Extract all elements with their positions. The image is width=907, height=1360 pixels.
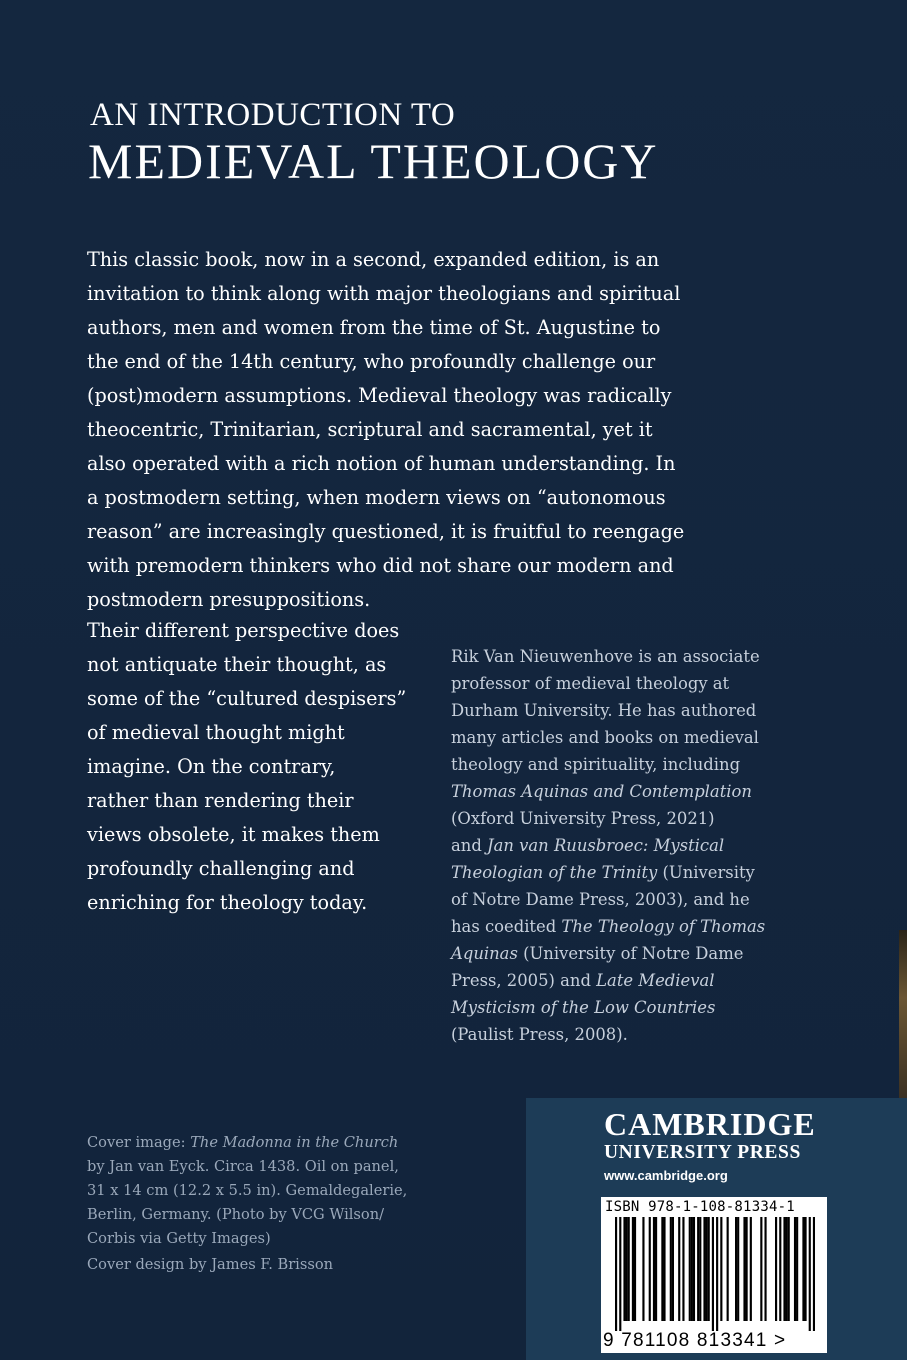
barcode-bar — [682, 1217, 684, 1321]
bio-line: many articles and books on medieval — [451, 728, 759, 747]
bio-line: (Oxford University Press, 2021) — [451, 809, 715, 828]
barcode-bar — [804, 1217, 806, 1321]
barcode-bar — [703, 1217, 705, 1321]
bio-text: Press, 2005) and — [451, 971, 597, 990]
description-line: postmodern presuppositions. — [87, 588, 371, 611]
barcode-bar — [716, 1217, 718, 1331]
barcode-bar — [672, 1217, 674, 1321]
description-line: rather than rendering their — [87, 789, 354, 812]
bio-line — [451, 859, 791, 886]
description-line: theocentric, Trinitarian, scriptural and sacramental, yet it — [87, 418, 653, 441]
author-bio — [451, 643, 791, 1048]
barcode-bar — [746, 1217, 748, 1321]
description-line: views obsolete, it makes them — [87, 823, 380, 846]
barcode-bar — [764, 1217, 766, 1321]
description-line: This classic book, now in a second, expanded edition, is an — [87, 248, 660, 271]
description-line: authors, men and women from the time of St. Augustine to — [87, 316, 661, 339]
bio-line: professor of medieval theology at — [451, 674, 730, 693]
book-title-italic: Aquinas — [451, 944, 518, 963]
bio-line — [451, 940, 791, 967]
bio-line: theology and spirituality, including — [451, 755, 741, 774]
description-line: not antiquate their thought, as — [87, 653, 387, 676]
barcode-bar — [619, 1217, 621, 1331]
bio-line: of Notre Dame Press, 2003), and he — [451, 890, 750, 909]
barcode-bar — [634, 1217, 636, 1321]
barcode-bar — [743, 1217, 745, 1321]
barcode-bar — [706, 1217, 708, 1321]
isbn-label: ISBN 978-1-108-81334-1 — [605, 1199, 795, 1215]
barcode-bar — [615, 1217, 617, 1331]
barcode-bar — [708, 1217, 710, 1321]
credit-line — [87, 1131, 507, 1155]
barcode-bar — [691, 1217, 693, 1321]
book-title-italic: Late Medieval — [596, 971, 715, 990]
barcode-bar — [794, 1217, 796, 1321]
barcode-bar — [712, 1217, 714, 1331]
cover-design-credit: Cover design by James F. Brisson — [87, 1256, 334, 1273]
barcode-bar — [737, 1217, 739, 1321]
bio-line — [451, 778, 791, 805]
credit-line: by Jan van Eyck. Circa 1438. Oil on panel, — [87, 1158, 399, 1175]
bio-line: Rik Van Nieuwenhove is an associate — [451, 647, 760, 666]
barcode — [601, 1197, 827, 1353]
title-line-1: AN INTRODUCTION TO — [90, 97, 456, 133]
credit-line: Berlin, Germany. (Photo by VCG Wilson/ — [87, 1206, 385, 1223]
description-line: a postmodern setting, when modern views on “autonomous — [87, 486, 666, 509]
description-line: also operated with a rich notion of human understanding. In — [87, 452, 676, 475]
publisher-logo-name: CAMBRIDGE — [604, 1106, 816, 1142]
barcode-bar — [783, 1217, 785, 1321]
barcode-bar — [796, 1217, 798, 1321]
description-line: reason” are increasingly questioned, it is fruitful to reengage — [87, 520, 685, 543]
credit-line: Corbis via Getty Images) — [87, 1230, 271, 1247]
barcode-bar — [678, 1217, 680, 1321]
barcode-bar — [661, 1217, 663, 1321]
bio-text: (University of Notre Dame — [517, 944, 744, 963]
bio-line — [451, 967, 791, 994]
barcode-bar — [760, 1217, 762, 1321]
barcode-bar — [786, 1217, 788, 1321]
barcode-bar — [623, 1217, 625, 1321]
barcode-bar — [653, 1217, 655, 1321]
description-line: profoundly challenging and — [87, 857, 355, 880]
barcode-bar — [693, 1217, 695, 1321]
bio-line — [451, 913, 791, 940]
bio-text: has coedited — [451, 917, 562, 936]
book-title-italic: Thomas Aquinas and Contemplation — [451, 782, 752, 801]
credit-text: Cover image: — [87, 1134, 191, 1151]
barcode-bar — [655, 1217, 657, 1321]
description — [87, 243, 697, 617]
description-line: some of the “cultured despisers” — [87, 687, 407, 710]
barcode-bar — [750, 1217, 752, 1321]
bio-line: (Paulist Press, 2008). — [451, 1025, 628, 1044]
barcode-bar — [720, 1217, 722, 1321]
barcode-bar — [779, 1217, 781, 1321]
barcode-bar — [809, 1217, 811, 1331]
barcode-bar — [699, 1217, 701, 1321]
bio-line — [451, 994, 791, 1021]
barcode-bar — [689, 1217, 691, 1321]
book-title-italic: Theologian of the Trinity — [451, 863, 658, 882]
barcode-bar — [642, 1217, 644, 1321]
description-continuation — [87, 614, 427, 920]
barcode-bar — [697, 1217, 699, 1321]
painting-edge-strip — [899, 930, 907, 1100]
description-line: enriching for theology today. — [87, 891, 368, 914]
book-title-italic: The Theology of Thomas — [561, 917, 766, 936]
description-line: the end of the 14th century, who profoundly challenge our — [87, 350, 656, 373]
bio-line — [451, 832, 791, 859]
cover-credits — [87, 1131, 507, 1251]
description-line: with premodern thinkers who did not share our modern and — [87, 554, 674, 577]
bio-line: Durham University. He has authored — [451, 701, 757, 720]
description-line: imagine. On the contrary, — [87, 755, 336, 778]
credit-line: 31 x 14 cm (12.2 x 5.5 in). Gemaldegalerie, — [87, 1182, 408, 1199]
barcode-bar — [727, 1217, 729, 1321]
barcode-bar — [735, 1217, 737, 1321]
book-title-italic: Mysticism of the Low Countries — [451, 998, 716, 1017]
barcode-bar — [670, 1217, 672, 1321]
bio-text: and — [451, 836, 488, 855]
publisher-logo-subtitle: UNIVERSITY PRESS — [604, 1142, 801, 1163]
barcode-bar — [626, 1217, 628, 1321]
book-title: MEDIEVAL THEOLOGY — [88, 133, 659, 189]
publisher-panel — [526, 1098, 907, 1360]
bio-text: (University — [657, 863, 755, 882]
description-line: invitation to think along with major theologians and spiritual — [87, 282, 681, 305]
publisher-url: www.cambridge.org — [604, 1168, 728, 1183]
barcode-bar — [663, 1217, 665, 1321]
barcode-bar — [802, 1217, 804, 1321]
barcode-bar — [775, 1217, 777, 1321]
description-line: (post)modern assumptions. Medieval theology was radically — [87, 384, 672, 407]
description-line: of medieval thought might — [87, 721, 345, 744]
barcode-digits: 9 781108 813341 > — [603, 1330, 787, 1351]
description-line: Their different perspective does — [87, 619, 400, 642]
artwork-title: The Madonna in the Church — [190, 1134, 399, 1151]
book-title-italic: Jan van Ruusbroec: Mystical — [487, 836, 725, 855]
barcode-bar — [649, 1217, 651, 1321]
barcode-bar — [813, 1217, 815, 1331]
barcode-bar — [788, 1217, 790, 1321]
barcode-bar — [632, 1217, 634, 1321]
barcode-bar — [628, 1217, 630, 1321]
barcode-bars — [615, 1217, 815, 1331]
